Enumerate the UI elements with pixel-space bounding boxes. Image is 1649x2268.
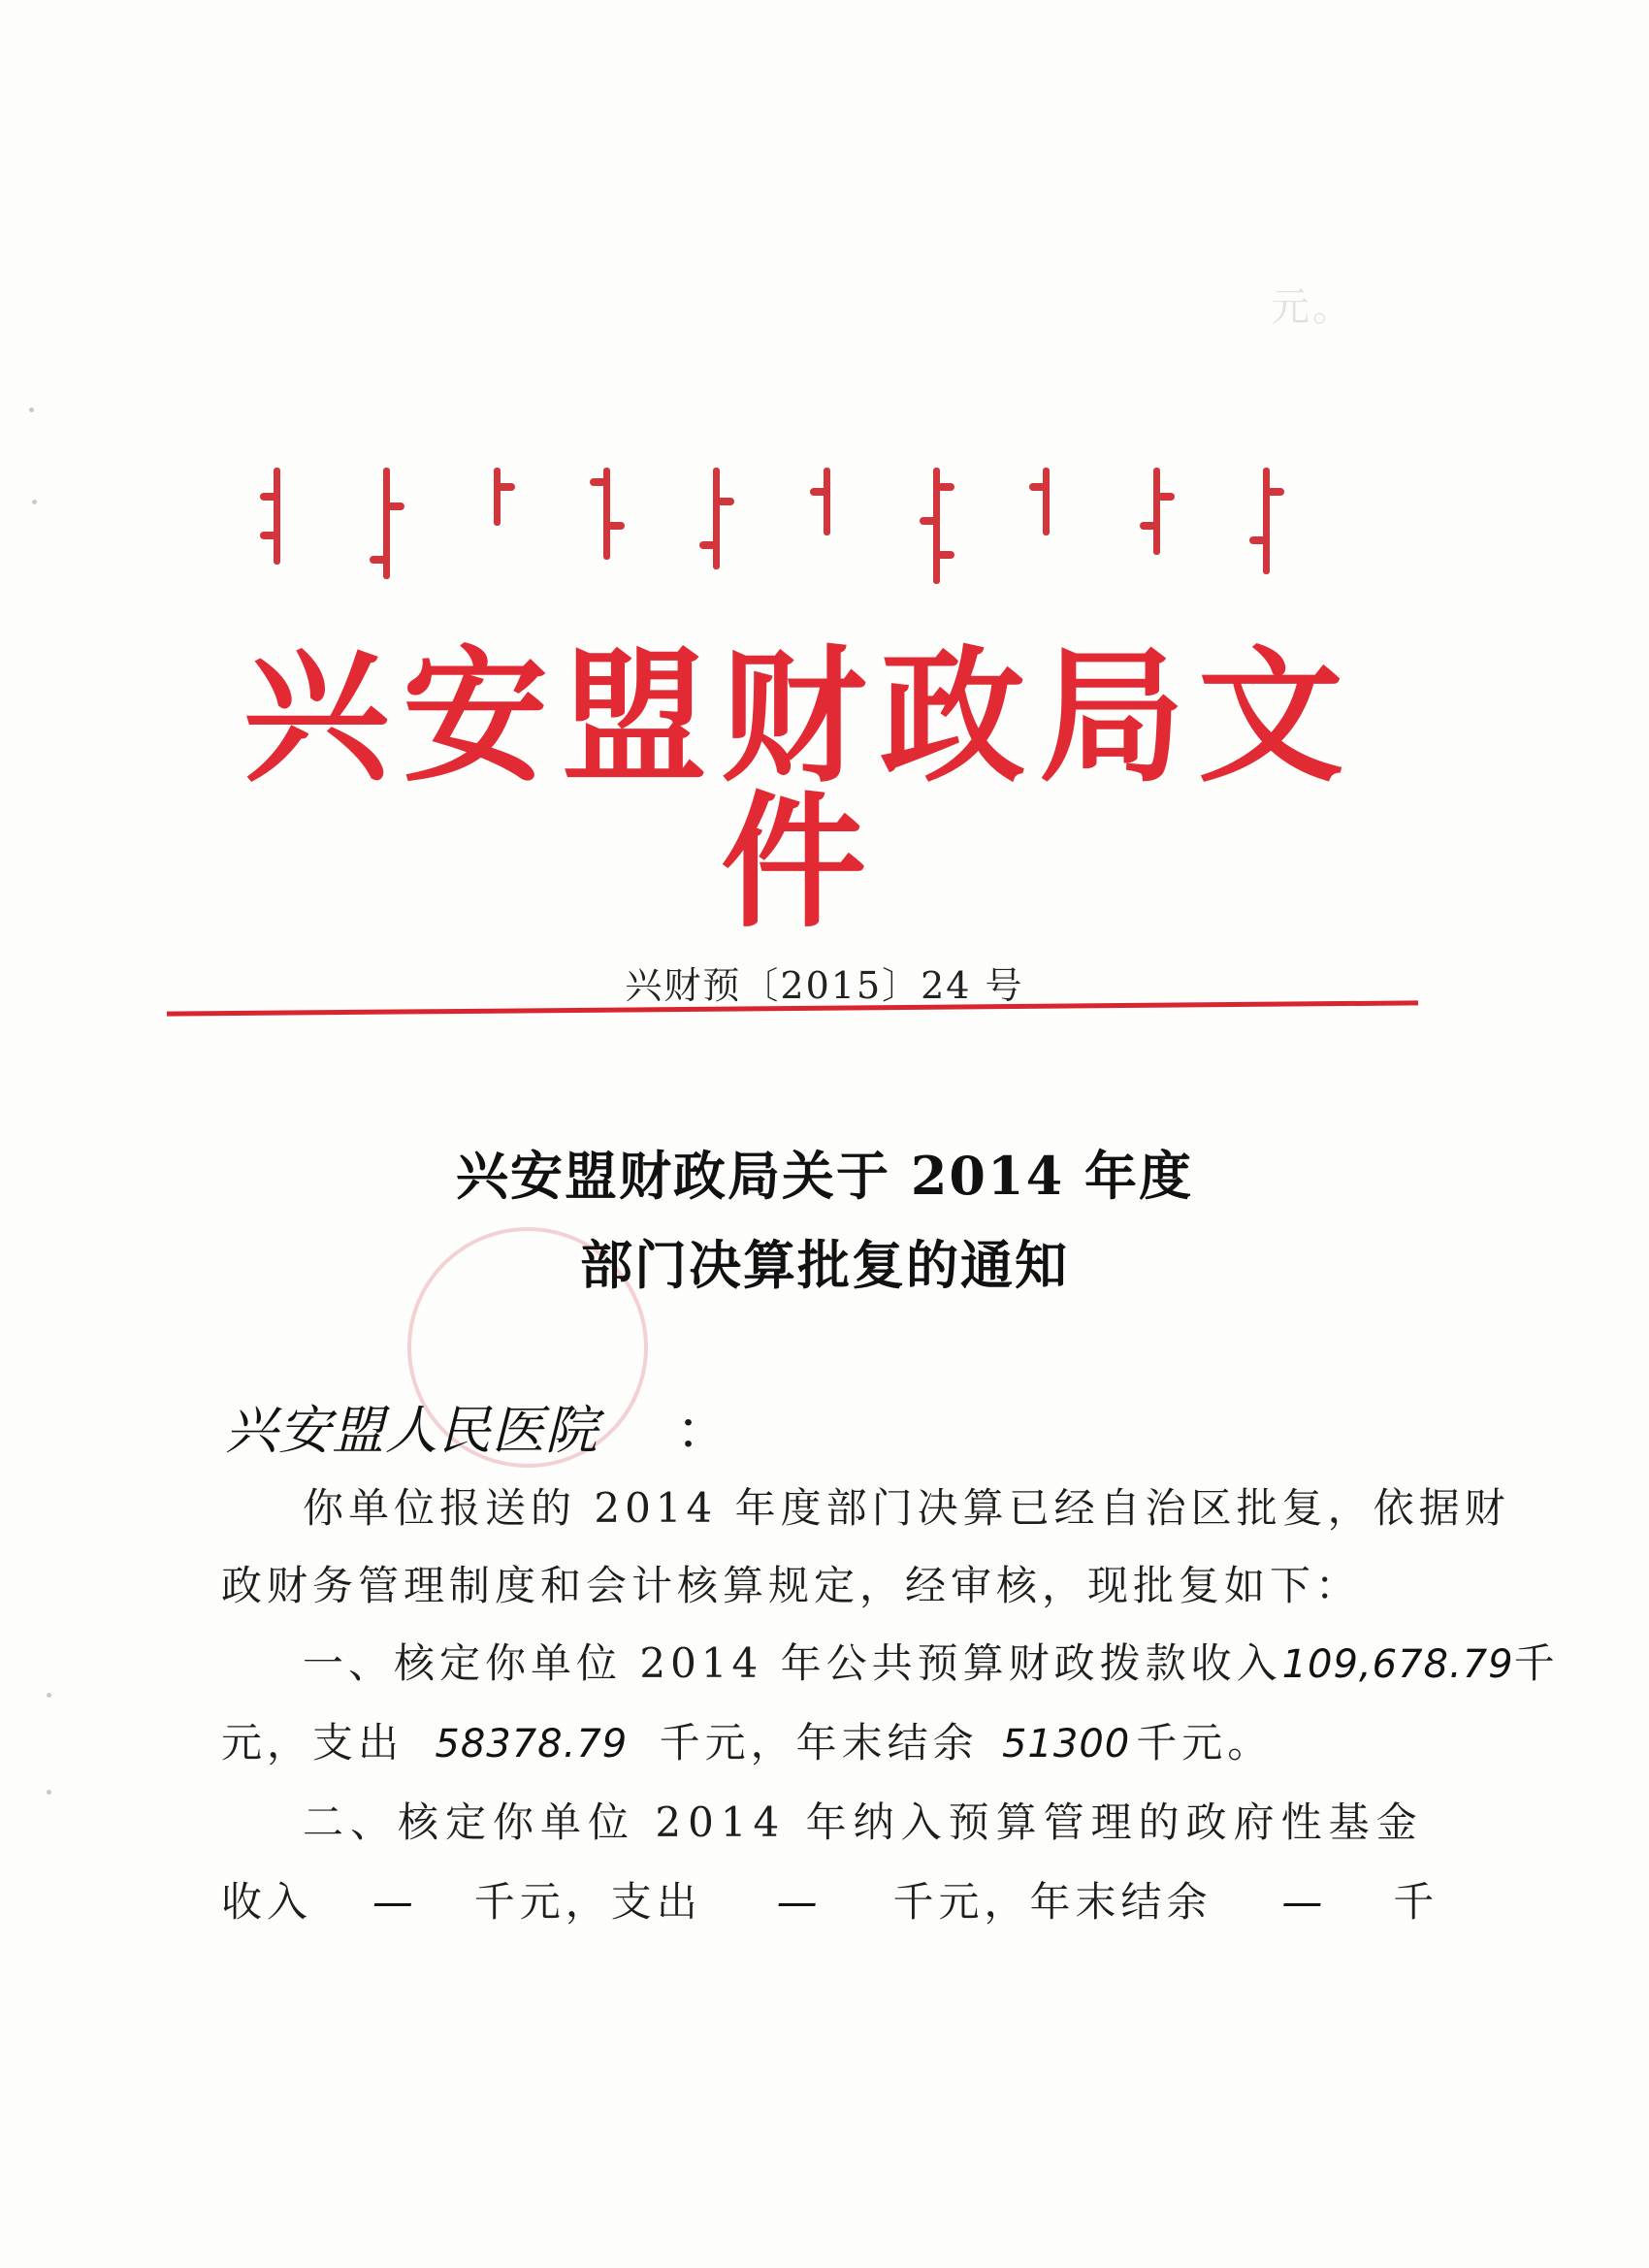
item-1-unit: 千 bbox=[1513, 1639, 1560, 1687]
item-1-expense-value: 58378.79 bbox=[435, 1722, 629, 1766]
item-1-expense-label: 元，支出 bbox=[221, 1719, 404, 1766]
scan-speck bbox=[32, 500, 37, 504]
item-2-balance-label: 千元，年末结余 bbox=[892, 1878, 1212, 1926]
mongolian-word-glyph bbox=[1251, 464, 1280, 580]
item-1-income-value: 109,678.79 bbox=[1281, 1642, 1514, 1687]
paragraph-1-line-1: 你单位报送的 2014 年度部门决算已经自治区批复，依据财 bbox=[303, 1484, 1510, 1532]
item-2-unit: 千 bbox=[1393, 1878, 1439, 1926]
document-number: 兴财预〔2015〕24 号 bbox=[625, 964, 1024, 1007]
mongolian-word-glyph bbox=[1142, 464, 1171, 580]
scan-speck bbox=[29, 407, 34, 412]
mongolian-word-glyph bbox=[592, 464, 621, 580]
notice-title-line-2: 部门决算批复的通知 bbox=[580, 1234, 1069, 1296]
document-header-title: 兴安盟财政局文件 bbox=[242, 633, 1357, 948]
item-1-line-1 bbox=[303, 1632, 1560, 1690]
mongolian-word-glyph bbox=[262, 464, 291, 580]
item-2-income-blank: — bbox=[372, 1878, 414, 1926]
addressee-name: 兴安盟人民医院 bbox=[225, 1400, 598, 1461]
scan-speck bbox=[47, 1693, 51, 1698]
item-1-prefix: 一、核定你单位 2014 年公共预算财政拨款收入 bbox=[303, 1639, 1282, 1687]
item-1-balance-value: 51300 bbox=[1001, 1722, 1131, 1766]
addressee-line bbox=[225, 1389, 728, 1464]
mongolian-word-glyph bbox=[701, 464, 730, 580]
mongolian-word-glyph bbox=[482, 464, 511, 580]
item-1-balance-unit: 千元。 bbox=[1136, 1719, 1274, 1766]
mongolian-word-glyph bbox=[1031, 464, 1060, 580]
item-2-expense-blank: — bbox=[776, 1878, 819, 1926]
item-2-line-2 bbox=[221, 1870, 1439, 1928]
addressee-colon: ： bbox=[676, 1400, 728, 1461]
scan-speck bbox=[47, 1790, 51, 1795]
item-2-income-label: 收入 bbox=[221, 1878, 313, 1926]
mongolian-word-glyph bbox=[372, 464, 401, 580]
item-1-balance-label: 千元，年末结余 bbox=[659, 1719, 979, 1766]
bleed-through-fragment: 元。 bbox=[1271, 285, 1354, 330]
item-2-line-1: 二、核定你单位 2014 年纳入预算管理的政府性基金 bbox=[303, 1798, 1424, 1846]
item-2-expense-label: 千元，支出 bbox=[473, 1878, 702, 1926]
paragraph-1-line-2: 政财务管理制度和会计核算规定，经审核，现批复如下： bbox=[221, 1562, 1362, 1609]
item-1-line-2 bbox=[221, 1711, 1273, 1769]
notice-title-line-1: 兴安盟财政局关于 2014 年度 bbox=[456, 1145, 1193, 1207]
mongolian-word-glyph bbox=[922, 464, 951, 580]
item-2-balance-blank: — bbox=[1281, 1878, 1324, 1926]
mongolian-word-glyph bbox=[812, 464, 841, 580]
mongolian-title bbox=[262, 464, 1280, 590]
